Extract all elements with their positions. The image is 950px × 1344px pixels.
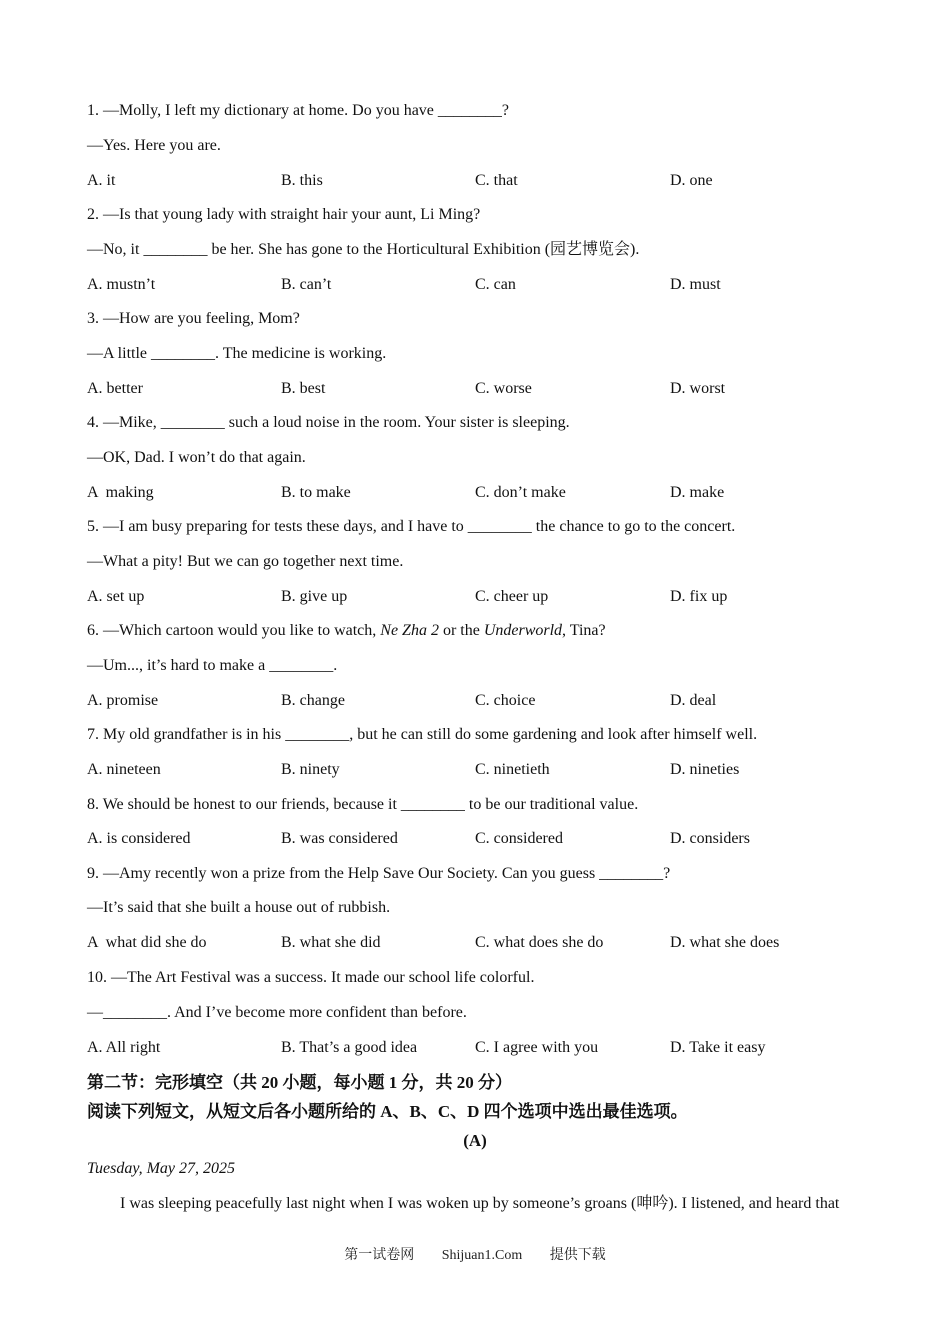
q6-option-d[interactable]: D. deal xyxy=(670,692,717,709)
q9-option-b[interactable]: B. what she did xyxy=(281,934,381,951)
q2-options xyxy=(87,275,887,295)
q6-title-nezha: Ne Zha 2 xyxy=(380,622,439,639)
passage-date: Tuesday, May 27, 2025 xyxy=(87,1160,235,1177)
q2-option-c[interactable]: C. can xyxy=(475,276,516,293)
q10-option-a[interactable]: A. All right xyxy=(87,1039,161,1056)
q5-question: 5. —I am busy preparing for tests these days, and I have to ________ the chance to go to the concert. xyxy=(87,518,736,535)
q5-option-c[interactable]: C. cheer up xyxy=(475,588,549,605)
q8-question: 8. We should be honest to our friends, because it ________ to be our traditional value. xyxy=(87,796,639,813)
q2-option-d[interactable]: D. must xyxy=(670,276,721,293)
q4-option-d[interactable]: D. make xyxy=(670,484,725,501)
q4-question: 4. —Mike, ________ such a loud noise in the room. Your sister is sleeping. xyxy=(87,414,570,431)
q6-option-b[interactable]: B. change xyxy=(281,692,345,709)
q8-option-d[interactable]: D. considers xyxy=(670,830,750,847)
passage-first-line: I was sleeping peacefully last night when I was woken up by someone’s groans (呻吟). I listened, and heard that xyxy=(120,1195,840,1212)
q5-options xyxy=(87,587,887,607)
q5-option-a[interactable]: A. set up xyxy=(87,588,145,605)
q3-option-d[interactable]: D. worst xyxy=(670,380,726,397)
q10-answer-line: —________. And I’ve become more confident than before. xyxy=(87,1004,467,1021)
q6-text-3: , Tina? xyxy=(562,622,606,639)
q5-option-d[interactable]: D. fix up xyxy=(670,588,728,605)
q3-option-a[interactable]: A. better xyxy=(87,380,143,397)
q7-option-c[interactable]: C. ninetieth xyxy=(475,761,550,778)
q1-option-a[interactable]: A. it xyxy=(87,172,116,189)
q1-option-d[interactable]: D. one xyxy=(670,172,713,189)
footer-download: 提供下载 xyxy=(549,1248,606,1263)
q3-option-b[interactable]: B. best xyxy=(281,380,326,397)
q6-text-2: or the xyxy=(438,622,484,639)
footer-site-en[interactable]: Shijuan1.Com xyxy=(441,1248,523,1263)
q8-option-c[interactable]: C. considered xyxy=(475,830,563,847)
q2-answer-line: —No, it ________ be her. She has gone to the Horticultural Exhibition (园艺博览会). xyxy=(87,241,640,258)
q7-option-b[interactable]: B. ninety xyxy=(281,761,340,778)
q3-options xyxy=(87,379,887,399)
q9-options xyxy=(87,933,887,953)
q7-option-d[interactable]: D. nineties xyxy=(670,761,740,778)
q7-options xyxy=(87,760,887,780)
q4-option-c[interactable]: C. don’t make xyxy=(475,484,566,501)
q1-answer-line: —Yes. Here you are. xyxy=(87,137,221,154)
q5-answer-line: —What a pity! But we can go together next time. xyxy=(87,553,404,570)
q2-option-a[interactable]: A. mustn’t xyxy=(87,276,156,293)
q9-option-c[interactable]: C. what does she do xyxy=(475,934,604,951)
q6-question xyxy=(87,621,606,641)
q2-option-b[interactable]: B. can’t xyxy=(281,276,332,293)
q9-option-d[interactable]: D. what she does xyxy=(670,934,780,951)
q9-option-a[interactable]: A what did she do xyxy=(87,934,207,951)
q4-answer-line: —OK, Dad. I won’t do that again. xyxy=(87,449,306,466)
q6-options xyxy=(87,691,887,711)
q1-option-c[interactable]: C. that xyxy=(475,172,518,189)
page-footer xyxy=(0,1247,950,1265)
section-instruction: 阅读下列短文，从短文后各小题所给的 A、B、C、D 四个选项中选出最佳选项。 xyxy=(87,1102,688,1121)
q8-option-b[interactable]: B. was considered xyxy=(281,830,398,847)
q6-answer-line: —Um..., it’s hard to make a ________. xyxy=(87,657,338,674)
q2-question: 2. —Is that young lady with straight hair your aunt, Li Ming? xyxy=(87,206,481,223)
q9-answer-line: —It’s said that she built a house out of rubbish. xyxy=(87,899,391,916)
q1-options xyxy=(87,171,887,191)
footer-site-cn: 第一试卷网 xyxy=(344,1248,415,1263)
q5-option-b[interactable]: B. give up xyxy=(281,588,348,605)
q7-option-a[interactable]: A. nineteen xyxy=(87,761,161,778)
q9-question: 9. —Amy recently won a prize from the Help Save Our Society. Can you guess ________? xyxy=(87,865,671,882)
q6-option-c[interactable]: C. choice xyxy=(475,692,536,709)
q10-option-b[interactable]: B. That’s a good idea xyxy=(281,1039,418,1056)
q6-title-underworld: Underworld xyxy=(483,622,563,639)
q3-option-c[interactable]: C. worse xyxy=(475,380,532,397)
passage-label: (A) xyxy=(463,1131,487,1150)
q7-question: 7. My old grandfather is in his ________, but he can still do some gardening and look after himself well. xyxy=(87,726,758,743)
q4-option-b[interactable]: B. to make xyxy=(281,484,351,501)
q1-question: 1. —Molly, I left my dictionary at home. Do you have ________? xyxy=(87,102,509,119)
q10-options xyxy=(87,1038,887,1058)
q3-answer-line: —A little ________. The medicine is working. xyxy=(87,345,387,362)
q6-option-a[interactable]: A. promise xyxy=(87,692,159,709)
q8-option-a[interactable]: A. is considered xyxy=(87,830,191,847)
q10-option-d[interactable]: D. Take it easy xyxy=(670,1039,766,1056)
q8-options xyxy=(87,829,887,849)
q4-option-a[interactable]: A making xyxy=(87,484,154,501)
q10-option-c[interactable]: C. I agree with you xyxy=(475,1039,599,1056)
q6-text-1: 6. —Which cartoon would you like to watch, xyxy=(87,622,381,639)
q4-options xyxy=(87,483,887,503)
section-heading: 第二节：完形填空（共 20 小题，每小题 1 分，共 20 分） xyxy=(87,1073,512,1092)
q10-question: 10. —The Art Festival was a success. It made our school life colorful. xyxy=(87,969,535,986)
q1-option-b[interactable]: B. this xyxy=(281,172,323,189)
q3-question: 3. —How are you feeling, Mom? xyxy=(87,310,300,327)
